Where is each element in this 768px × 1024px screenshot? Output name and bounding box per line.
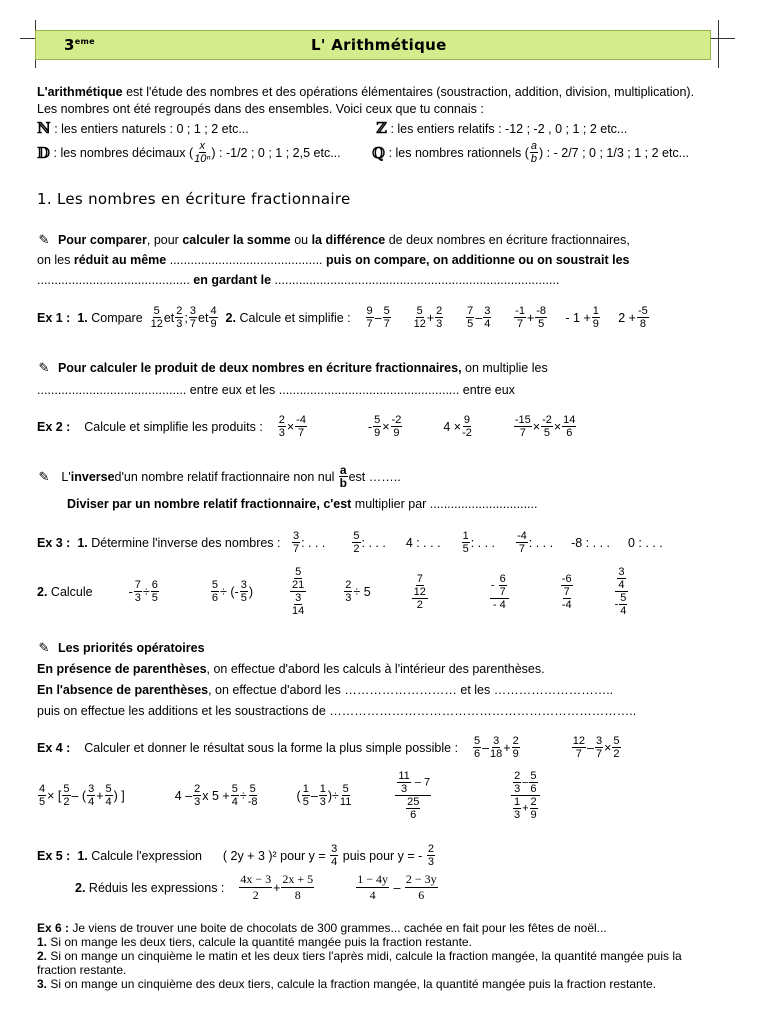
- pencil-icon: ✎: [38, 360, 50, 375]
- ex4-line-2: 4 5 × [ 5 2 – ( 3 4 + 5 4 ) ] 4 – 2 3 x 5 + 5 4 ÷ 5 -8 ( 1 5 – 1 3 )÷ 5 11 $\frac{11}{3}$ – 7 $\frac{25}{6}$ $\frac{2}{3}$ – $\frac{5}{6}$ $\frac{1}{3}$ + $\frac{2}{9}$: [37, 770, 541, 821]
- pencil-icon: ✎: [38, 468, 50, 484]
- ex5-line-2: 2. Réduis les expressions : 4x − 3 2 + 2x + 5 8 1 − 4y 4 – 2 − 3y 6: [75, 872, 437, 902]
- right-rule: [718, 20, 719, 68]
- intro-line-2: Les nombres ont été regroupés dans des ensembles. Voici ceux que tu connais :: [37, 102, 484, 116]
- page-title: L' Arithmétique: [311, 36, 447, 54]
- pencil-icon: ✎: [38, 640, 50, 655]
- ex3-line-1: Ex 3 : 1. Détermine l'inverse des nombres : 3 7 : . . . 5 2 : . . . 4 : . . . 1 5 : . . . -4 7 : . . . -8 : . . . 0 : . . .: [37, 530, 663, 555]
- ex6-block: Ex 6 : Je viens de trouver une boite de chocolats de 300 grammes... cachée en fait pour les fêtes de noël... 1. Si on mange les deux tiers, calcule la quantité mangée puis la fraction restante. 2. Si on mange un cinquième le matin et les deux tiers l'après midi, calcule la fraction mangée, la quantité mangée puis la fraction restante. 3. Si on mange un cinquième des deux tiers, calcule la fraction mangée, la quantité mangée puis la fraction restante.: [37, 921, 682, 991]
- header-banner: [35, 30, 711, 60]
- ex4-line-1: Ex 4 : Calculer et donner le résultat sous la forme la plus simple possible : 5 6 – 3 18 + 2 9 12 7 – 3 7 × 5 2: [37, 735, 620, 760]
- ex5-line-1: Ex 5 : 1. Calcule l'expression ( 2y + 3 )² pour y = $\frac{3}{4}$ puis pour y = - 2 3: [37, 843, 434, 868]
- level-label: 3eme: [64, 36, 95, 54]
- rule-priorities: ✎ Les priorités opératoires En présence de parenthèses, on effectue d'abord les calculs à l'intérieur des parenthèses. En l'absence de parenthèses, on effectue d'abord les ……………………… et les ……………………….. puis on effectue les additions et les soustractions de ………………………………………………………………..: [37, 637, 636, 722]
- set-rationals: ℚ : les nombres rationnels ( a b ) : - 2/7 ; 0 ; 1/3 ; 1 ; 2 etc...: [372, 140, 690, 165]
- ex3-line-2: 2. Calcule - 7 3 ÷ 6 5 5 6 ÷ (- 3 5 ) $\frac{5}{21}$ $\frac{3}{14}$ 2 3 ÷ 5 $\frac{7}{12}$ 2 - $\frac{6}{7}$ - 4 -6 $\frac{7}{-4}$ $\frac{3}{4}$ - $\frac{5}{4}$: [37, 566, 627, 617]
- section-title: 1. Les nombres en écriture fractionnaire: [37, 190, 351, 208]
- ex2-line: Ex 2 : Calcule et simplifie les produits : 2 3 × -4 7 - 5 9 × -2 9 4 × 9 -2 -15 7 × -2 5 × 14 6: [37, 414, 576, 439]
- ex1-line: Ex 1 : 1. Compare 5 12 et 2 3 ; 3 7 et 4 9 2. Calcule et simplifie : 9 7 – 5 7 5 12 + 2 3 7 5 – 3 4 -1 7 + -8 5 - 1 + 1 9 2 + -5 8: [37, 305, 648, 330]
- rule-product: ✎ Pour calculer le produit de deux nombres en écriture fractionnaires, on multiplie les ........................................... entre eux et les .................................................... entre eux: [37, 357, 548, 401]
- intro-line-1: L'arithmétique est l'étude des nombres et des opérations élémentaires (soustraction, addition, division, multiplication).: [37, 85, 695, 99]
- rule-divide: Diviser par un nombre relatif fractionnaire, c'est multiplier par ...............................: [67, 497, 538, 511]
- rule-inverse: ✎ L' inverse d'un nombre relatif fractionnaire non nul a b est ……..: [38, 463, 401, 490]
- set-naturals: ℕ : les entiers naturels : 0 ; 1 ; 2 etc...: [37, 119, 249, 137]
- set-integers: ℤ : les entiers relatifs : -12 ; -2 , 0 ; 1 ; 2 etc...: [376, 119, 628, 137]
- pencil-icon: ✎: [38, 232, 50, 247]
- rule-sum: ✎ Pour comparer, pour calculer la somme ou la différence de deux nombres en écriture fractionnaires, on les réduit au même ............................................ puis on compare, on additionne ou on soustrait les ............................................ en gardant le ..................................................................................: [37, 232, 630, 287]
- set-decimals: 𝔻 : les nombres décimaux ( x 10ⁿ ) : -1/2 ; 0 ; 1 ; 2,5 etc...: [37, 140, 341, 165]
